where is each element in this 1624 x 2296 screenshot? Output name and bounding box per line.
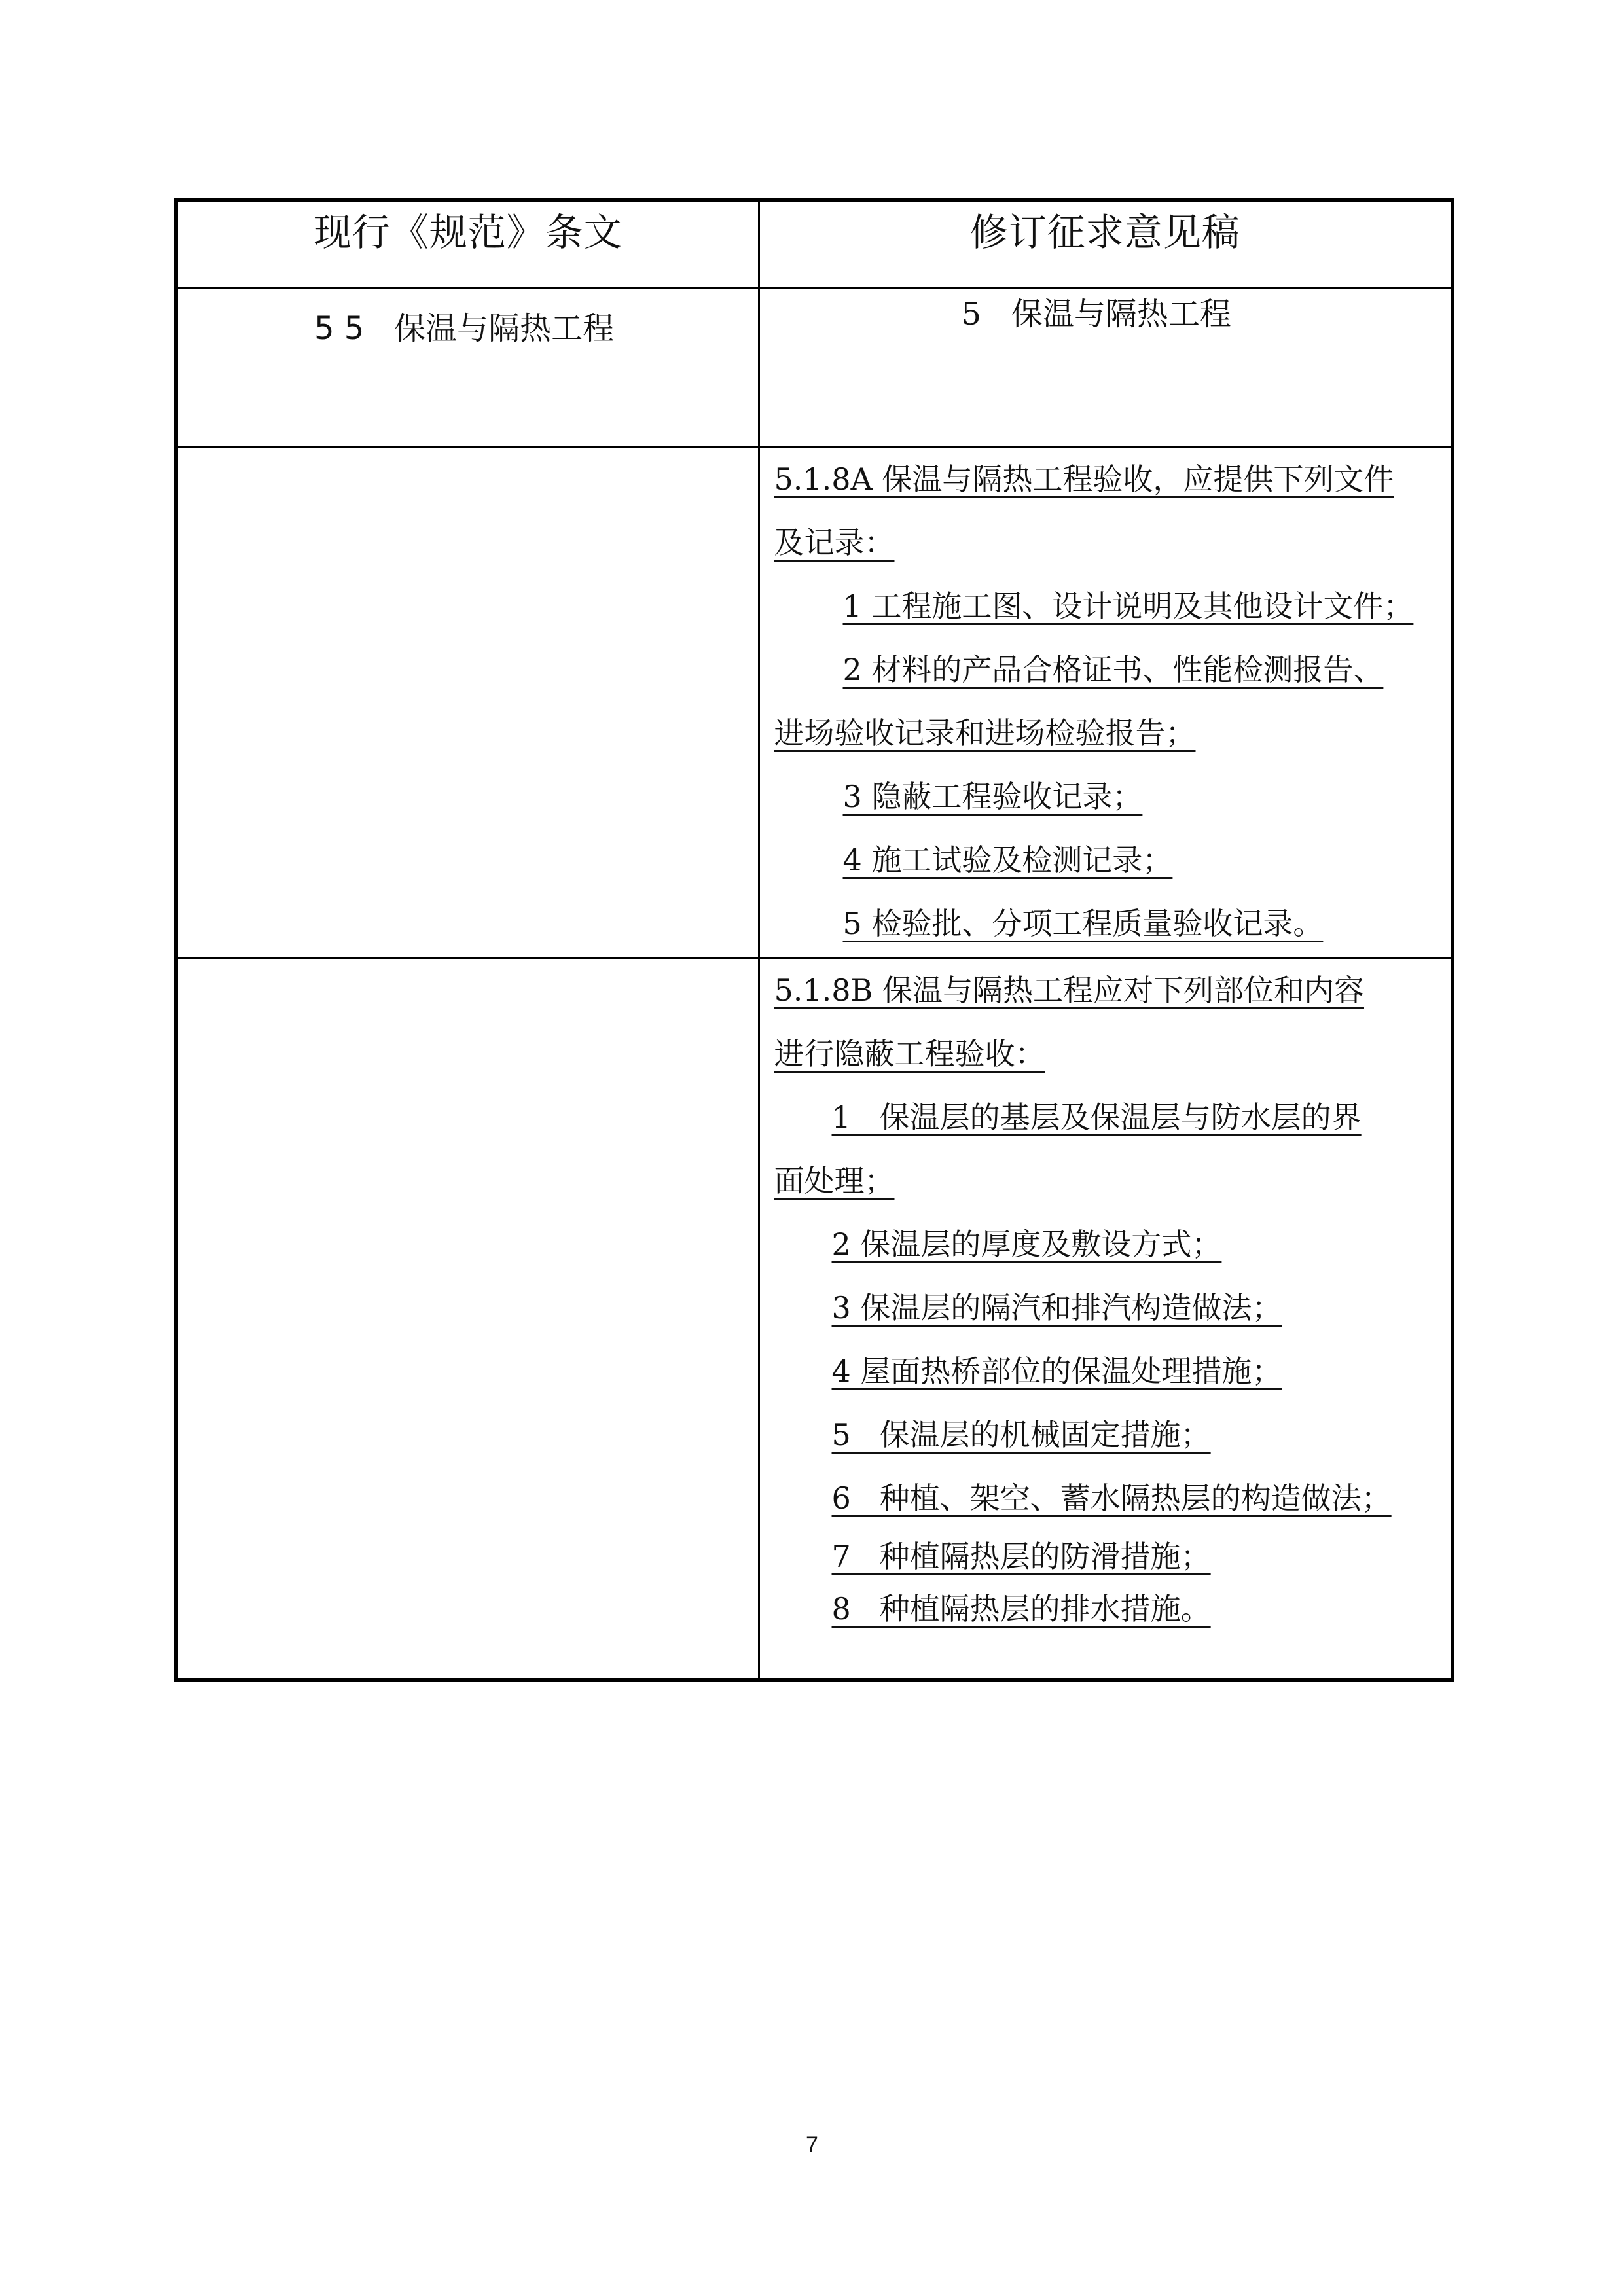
clause-item: 1 保温层的基层及保温层与防水层的界 (831, 1100, 1362, 1135)
section-title-current-cell (176, 288, 759, 447)
header-revision-draft: 修订征求意见稿 (759, 200, 1453, 288)
current-clause-empty-cell (176, 958, 759, 1681)
clause-item: 5 保温层的机械固定措施； (831, 1417, 1211, 1452)
section-title-revision: 5 保温与隔热工程 (961, 296, 1231, 332)
section-title-revision-cell (759, 288, 1453, 447)
clause-item: 6 种植、架空、蓄水隔热层的构造做法； (831, 1480, 1392, 1516)
clause-item: 2 保温层的厚度及敷设方式； (831, 1227, 1222, 1262)
revision-comparison-table (174, 198, 1454, 1682)
clause-line: 面处理； (774, 1163, 895, 1198)
clause-line: 进场验收记录和进场检验报告； (774, 715, 1196, 751)
current-clause-empty-cell (176, 447, 759, 958)
clause-line: 5.1.8A 保温与隔热工程验收，应提供下列文件 (774, 461, 1394, 497)
clause-item: 3 保温层的隔汽和排汽构造做法； (831, 1290, 1282, 1325)
clause-5-1-8a (760, 448, 1451, 957)
header-current-spec: 现行《规范》条文 (176, 200, 759, 288)
clause-5-1-8b-cell (759, 958, 1453, 1681)
table-header-row (176, 200, 1453, 288)
clause-5-1-8a-cell (759, 447, 1453, 958)
clause-item: 4 施工试验及检测记录； (842, 842, 1173, 878)
clause-item: 1 工程施工图、设计说明及其他设计文件； (842, 588, 1414, 624)
table-row (176, 958, 1453, 1681)
clause-item: 8 种植隔热层的排水措施。 (831, 1591, 1211, 1626)
clause-5-1-8b (760, 959, 1451, 1678)
clause-line: 及记录： (774, 525, 895, 560)
section-title-current: 5 5 保温与隔热工程 (314, 310, 615, 347)
clause-item: 5 检验批、分项工程质量验收记录。 (842, 906, 1324, 941)
clause-line: 5.1.8B 保温与隔热工程应对下列部位和内容 (774, 973, 1364, 1008)
clause-item: 4 屋面热桥部位的保温处理措施； (831, 1354, 1282, 1389)
table-row (176, 447, 1453, 958)
clause-line: 进行隐蔽工程验收： (774, 1036, 1045, 1071)
clause-item: 7 种植隔热层的防滑措施； (831, 1539, 1211, 1574)
clause-item: 2 材料的产品合格证书、性能检测报告、 (842, 652, 1384, 687)
page-number: 7 (806, 2132, 818, 2157)
section-title-row (176, 288, 1453, 447)
clause-item: 3 隐蔽工程验收记录； (842, 779, 1143, 814)
